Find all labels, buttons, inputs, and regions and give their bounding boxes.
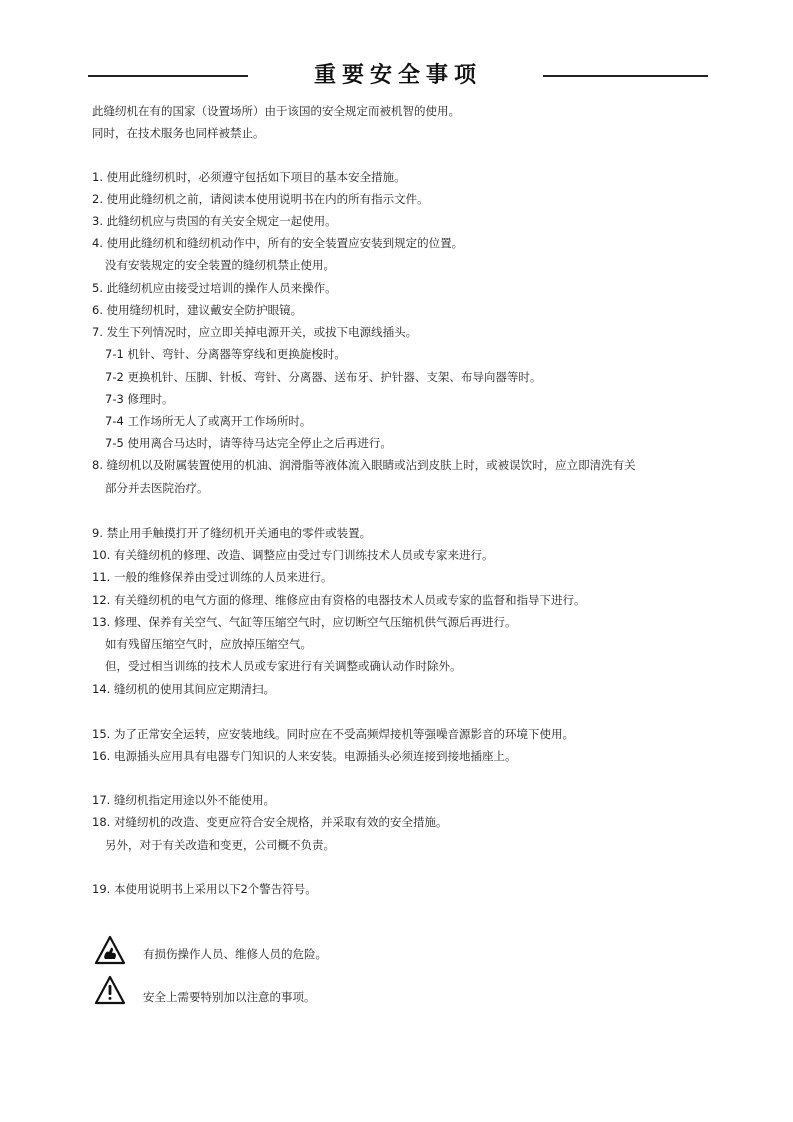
safety-item: 2. 使用此缝纫机之前，请阅读本使用说明书在内的所有指示文件。 <box>92 192 429 206</box>
safety-item-continuation: 另外，对于有关改造和变更，公司概不负责。 <box>105 838 335 852</box>
safety-item: 4. 使用此缝纫机和缝纫机动作中，所有的安全装置应安装到规定的位置。 <box>92 236 464 250</box>
safety-item: 1. 使用此缝纫机时，必须遵守包括如下项目的基本安全措施。 <box>92 170 406 184</box>
warning-text: 有损伤操作人员、维修人员的危险。 <box>143 947 327 961</box>
warning-text: 安全上需要特别加以注意的事项。 <box>143 990 316 1004</box>
intro-line: 同时，在技术服务也同样被禁止。 <box>92 126 265 140</box>
safety-item: 5. 此缝纫机应由接受过培训的操作人员来操作。 <box>92 281 337 295</box>
hand-hazard-warning-icon <box>94 935 126 965</box>
title-row <box>88 58 708 92</box>
intro-line: 此缝纫机在有的国家（设置场所）由于该国的安全规定而被机智的使用。 <box>92 104 460 118</box>
page-title: 重要安全事项 <box>313 62 482 88</box>
safety-subitem: 7-4 工作场所无人了或离开工作场所时。 <box>105 414 312 428</box>
safety-item: 10. 有关缝纫机的修理、改造、调整应由受过专门训练技术人员或专家来进行。 <box>92 548 494 562</box>
safety-item: 11. 一般的维修保养由受过训练的人员来进行。 <box>92 570 333 584</box>
safety-item-continuation: 如有残留压缩空气时，应放掉压缩空气。 <box>105 637 312 651</box>
safety-item: 16. 电源插头应用具有电器专门知识的人来安装。电源插头必须连接到接地插座上。 <box>92 749 517 763</box>
title-rule-right <box>543 75 708 77</box>
safety-item: 9. 禁止用手触摸打开了缝纫机开关通电的零件或装置。 <box>92 526 372 540</box>
safety-item: 3. 此缝纫机应与贵国的有关安全规定一起使用。 <box>92 214 337 228</box>
safety-item: 18. 对缝纫机的改造、变更应符合安全规格，并采取有效的安全措施。 <box>92 815 448 829</box>
safety-item-continuation: 部分并去医院治疗。 <box>105 481 209 495</box>
safety-item: 19. 本使用说明书上采用以下2个警告符号。 <box>92 882 317 896</box>
safety-item: 15. 为了正常安全运转，应安装地线。同时应在不受高频焊接机等强噪音源影音的环境下使用。 <box>92 727 574 741</box>
safety-item: 13. 修理、保养有关空气、气缸等压缩空气时，应切断空气压缩机供气源后再进行。 <box>92 615 517 629</box>
safety-item-continuation: 没有安装规定的安全装置的缝纫机禁止使用。 <box>105 258 335 272</box>
safety-item: 12. 有关缝纫机的电气方面的修理、维修应由有资格的电器技术人员或专家的监督和指导下进行。 <box>92 593 586 607</box>
safety-subitem: 7-2 更换机针、压脚、针板、弯针、分离器、送布牙、护针器、支架、布导向器等时。 <box>105 370 542 384</box>
safety-item-continuation: 但，受过相当训练的技术人员或专家进行有关调整或确认动作时除外。 <box>105 659 462 673</box>
title-rule-left <box>88 75 248 77</box>
safety-item: 14. 缝纫机的使用其间应定期清扫。 <box>92 682 275 696</box>
safety-item: 17. 缝纫机指定用途以外不能使用。 <box>92 793 275 807</box>
safety-item: 8. 缝纫机以及附属装置使用的机油、润滑脂等液体流入眼睛或沾到皮肤上时，或被误饮时，应立即清洗有关 <box>92 458 636 472</box>
safety-subitem: 7-1 机针、弯针、分离器等穿线和更换旋梭时。 <box>105 347 346 361</box>
exclamation-warning-icon <box>94 975 126 1005</box>
safety-subitem: 7-3 修理时。 <box>105 392 174 406</box>
safety-subitem: 7-5 使用离合马达时，请等待马达完全停止之后再进行。 <box>105 436 392 450</box>
safety-item: 7. 发生下列情况时，应立即关掉电源开关，或拔下电源线插头。 <box>92 325 418 339</box>
safety-item: 6. 使用缝纫机时，建议戴安全防护眼镜。 <box>92 303 303 317</box>
